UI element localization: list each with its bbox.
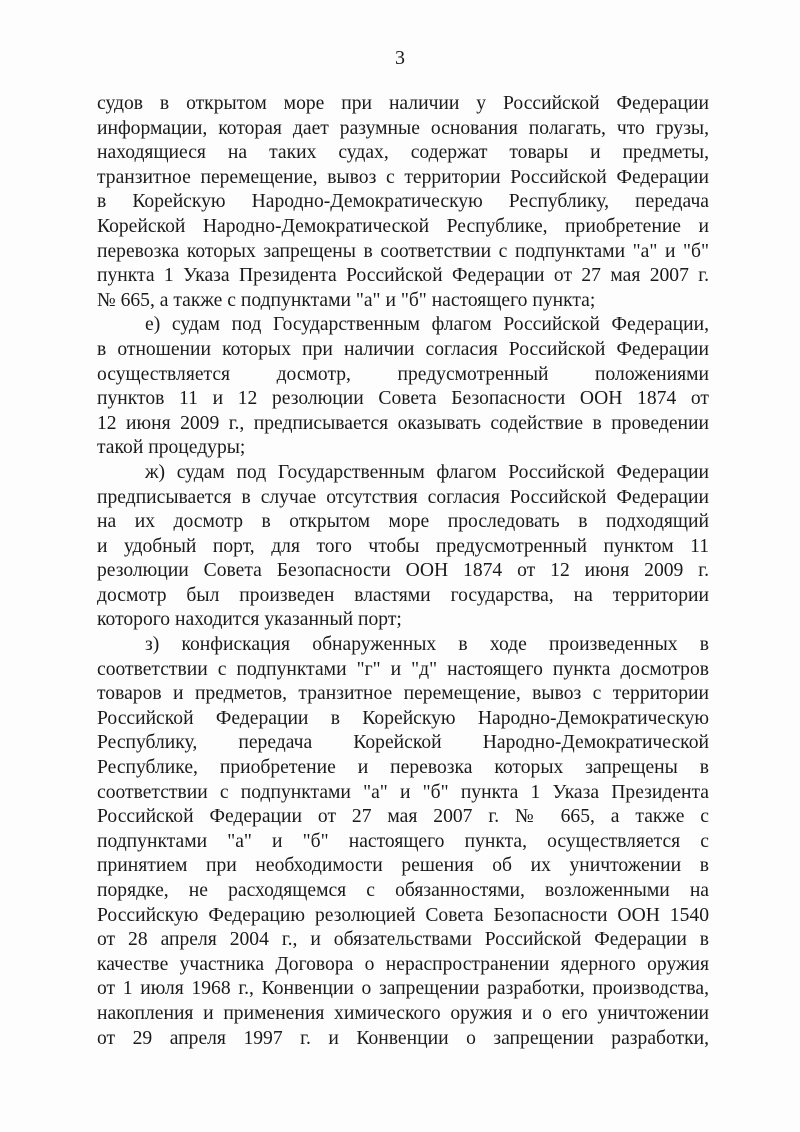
text-line: на их досмотр в открытом море проследовать в подходящий xyxy=(97,511,709,533)
text-line: предписывается в случае отсутствия согласия Российской Федерации xyxy=(97,486,709,508)
text-line: от 29 апреля 1997 г. и Конвенции о запрещении разработки, xyxy=(97,1027,709,1049)
text-line: которого находится указанный порт; xyxy=(97,609,402,631)
text-line: Республике, приобретение и перевозка которых запрещены в xyxy=(97,757,709,779)
text-line: е) судам под Государственным флагом Российской Федерации, xyxy=(145,314,709,336)
text-line: перевозка которых запрещены в соответствии с подпунктами "а" и "б" xyxy=(97,240,709,262)
text-line: соответствии с подпунктами "а" и "б" пункта 1 Указа Президента xyxy=(97,781,709,803)
text-line: от 28 апреля 2004 г., и обязательствами Российской Федерации в xyxy=(97,929,709,951)
text-line: информации, которая дает разумные основания полагать, что грузы, xyxy=(97,117,709,139)
text-line: подпунктами "а" и "б" настоящего пункта, осуществляется с xyxy=(97,830,709,852)
body-text xyxy=(97,92,709,1051)
text-line: з) конфискация обнаруженных в ходе произведенных в xyxy=(145,634,709,656)
text-line: соответствии с подпунктами "г" и "д" настоящего пункта досмотров xyxy=(97,658,709,680)
text-line: досмотр был произведен властями государства, на территории xyxy=(97,584,709,606)
text-line: от 1 июля 1968 г., Конвенции о запрещении разработки, производства, xyxy=(97,978,709,1000)
text-line: осуществляется досмотр, предусмотренный положениями xyxy=(97,363,709,385)
text-line: и удобный порт, для того чтобы предусмотренный пунктом 11 xyxy=(97,535,709,557)
text-line: Российской Федерации от 27 мая 2007 г. № 665, а также с xyxy=(97,806,709,828)
text-line: качестве участника Договора о нераспространении ядерного оружия xyxy=(97,953,709,975)
text-line: транзитное перемещение, вывоз с территории Российской Федерации xyxy=(97,166,709,188)
text-line: накопления и применения химического оружия и о его уничтожении xyxy=(97,1002,709,1024)
text-line: в Корейскую Народно-Демократическую Республику, передача xyxy=(97,191,709,213)
text-line: принятием при необходимости решения об их уничтожении в xyxy=(97,855,709,877)
text-line: ж) судам под Государственным флагом Российской Федерации xyxy=(145,461,709,483)
text-line: в отношении которых при наличии согласия Российской Федерации xyxy=(97,338,709,360)
text-line: 12 июня 2009 г., предписывается оказывать содействие в проведении xyxy=(97,412,709,434)
text-line: резолюции Совета Безопасности ООН 1874 от 12 июня 2009 г. xyxy=(97,560,709,582)
text-line: пункта 1 Указа Президента Российской Федерации от 27 мая 2007 г. xyxy=(97,265,709,287)
page-number: 3 xyxy=(395,47,405,69)
text-line: такой процедуры; xyxy=(97,437,246,459)
text-line: находящиеся на таких судах, содержат товары и предметы, xyxy=(97,142,709,164)
text-line: Корейской Народно-Демократической Республике, приобретение и xyxy=(97,215,709,237)
text-line: судов в открытом море при наличии у Российской Федерации xyxy=(97,93,709,114)
text-line: товаров и предметов, транзитное перемещение, вывоз с территории xyxy=(97,683,709,705)
text-line: Российскую Федерацию резолюцией Совета Безопасности ООН 1540 xyxy=(97,904,709,926)
text-line: порядке, не расходящемся с обязанностями, возложенными на xyxy=(97,880,709,901)
text-line: № 665, а также с подпунктами "а" и "б" настоящего пункта; xyxy=(97,289,596,311)
text-line: Республику, передача Корейской Народно-Демократической xyxy=(97,732,709,754)
text-line: Российской Федерации в Корейскую Народно-Демократическую xyxy=(97,707,709,729)
text-line: пунктов 11 и 12 резолюции Совета Безопасности ООН 1874 от xyxy=(97,388,709,410)
